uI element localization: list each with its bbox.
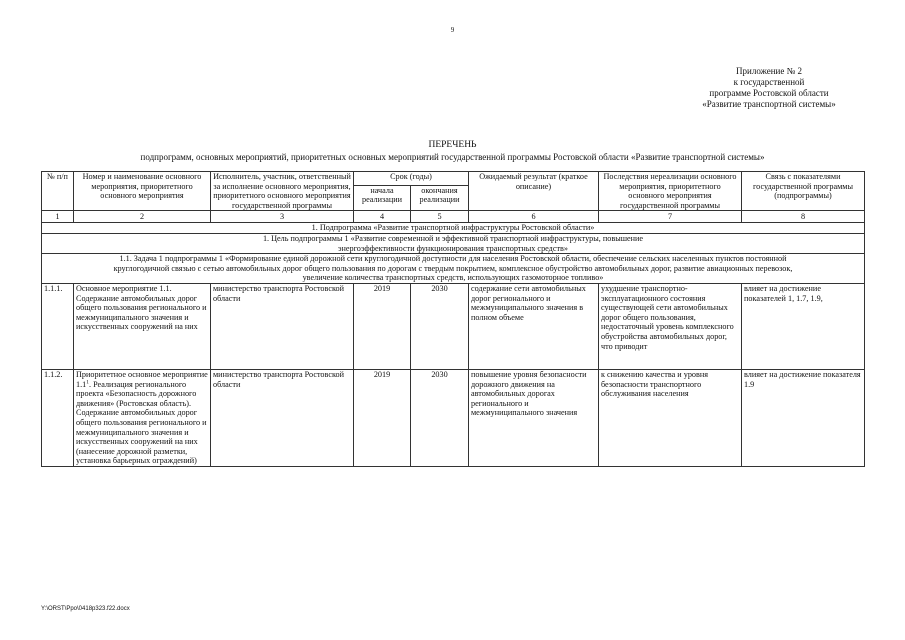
header-name: Номер и наименование основного мероприятия, приоритетного основного мероприятия: [74, 172, 211, 211]
header-result: Ожидаемый результат (краткое описание): [469, 172, 599, 211]
table-row: [42, 369, 865, 466]
col-number-1: 1: [42, 211, 74, 223]
subprogram-title: 1. Подпрограмма «Развитие транспортной инфраструктуры Ростовской области»: [42, 223, 865, 234]
row-result: повышение уровня безопасности дорожного движения на автомобильных дорогах регионального и межмуниципального значения: [469, 369, 599, 466]
row-result: содержание сети автомобильных дорог регионального и межмуниципального значения в полном объеме: [469, 283, 599, 369]
header-executor: Исполнитель, участник, ответственный за исполнение основного мероприятия, приоритетного основного мероприятия государственной программы: [211, 172, 354, 211]
row-consequences: к снижению качества и уровня безопасности транспортного обслуживания населения: [599, 369, 742, 466]
title-sub: подпрограмм, основных мероприятий, приоритетных основных мероприятий государственной программы Ростовской области «Развитие транспортной системы»: [140, 152, 765, 162]
header-end: окончания реализации: [411, 185, 469, 211]
appendix-line-1: Приложение № 2: [736, 66, 802, 76]
col-number-2: 2: [74, 211, 211, 223]
goal-row: [42, 233, 865, 253]
col-number-7: 7: [599, 211, 742, 223]
row-end: 2030: [411, 283, 469, 369]
col-number-4: 4: [354, 211, 411, 223]
col-number-3: 3: [211, 211, 354, 223]
row-end: 2030: [411, 369, 469, 466]
header-num: № п/п: [42, 172, 74, 211]
row-consequences: ухудшение транспортно-эксплуатационного состояния существующей сети автомобильных дорог общего пользования, недостаточный уровень комплексного обустройства автомобильных дорог, что приводит: [599, 283, 742, 369]
subprogram-row: [42, 223, 865, 234]
header-consequences: Последствия нереализации основного мероприятия, приоритетного основного мероприятия государственной программы: [599, 172, 742, 211]
footer-file-path: Y:\ORST\Ppo\0418p323.f22.docx: [41, 606, 130, 612]
col-number-5: 5: [411, 211, 469, 223]
row-start: 2019: [354, 369, 411, 466]
row-link: влияет на достижение показателя 1.9: [742, 369, 865, 466]
footnote-mark: 1: [86, 378, 89, 385]
row-num: 1.1.2.: [42, 369, 74, 466]
column-numbers-row: [42, 211, 865, 223]
task-row: [42, 254, 865, 284]
goal-title: 1. Цель подпрограммы 1 «Развитие современной и эффективной транспортной инфраструктуры, повышение энергоэффективности функционирования транспортных средств»: [42, 233, 865, 253]
row-start: 2019: [354, 283, 411, 369]
page-number: 9: [450, 26, 455, 34]
task-title: 1.1. Задача 1 подпрограммы 1 «Формирование единой дорожной сети круглогодичной доступности для населения Ростовской области, обеспечение сельских населенных пунктов постоянной круглогодичной связью с сетью автомобильных дорог общего пользования по дорогам с твердым покрытием, комплексное обустройство автомобильных дорог, развитие авиационных перевозок, увеличение количества транспортных средств, использующих газомоторное топливо»: [42, 254, 865, 284]
row-name-part-a: Приоритетное основное мероприятие 1.1: [76, 369, 208, 389]
document-title: [40, 139, 865, 163]
col-number-6: 6: [469, 211, 599, 223]
table-row: [42, 283, 865, 369]
plan-table: [41, 171, 865, 467]
row-name: [74, 369, 211, 466]
row-name: Основное мероприятие 1.1. Содержание автомобильных дорог общего пользования регионального и межмуниципального значения и искусственных сооружений на них: [74, 283, 211, 369]
header-term: Срок (годы): [354, 172, 469, 186]
appendix-line-2: к государственной: [733, 77, 805, 87]
col-number-8: 8: [742, 211, 865, 223]
appendix-line-3: программе Ростовской области: [709, 88, 829, 98]
header-start: начала реализации: [354, 185, 411, 211]
header-row: [42, 172, 865, 186]
row-name-part-b: . Реализация регионального проекта «Безопасность дорожного движения» (Ростовская область). Содержание автомобильных дорог общего пользования регионального и межмуниципального значения и искусственных сооружений на них (нанесение дорожной разметки, установка барьерных ограждений): [76, 379, 207, 466]
appendix-line-4: «Развитие транспортной системы»: [702, 99, 836, 109]
row-executor: министерство транспорта Ростовской области: [211, 283, 354, 369]
row-link: влияет на достижение показателей 1, 1.7, 1.9,: [742, 283, 865, 369]
row-executor: министерство транспорта Ростовской области: [211, 369, 354, 466]
title-main: ПЕРЕЧЕНЬ: [428, 140, 477, 150]
header-link: Связь с показателями государственной программы (подпрограммы): [742, 172, 865, 211]
row-num: 1.1.1.: [42, 283, 74, 369]
appendix-block: [680, 66, 858, 110]
